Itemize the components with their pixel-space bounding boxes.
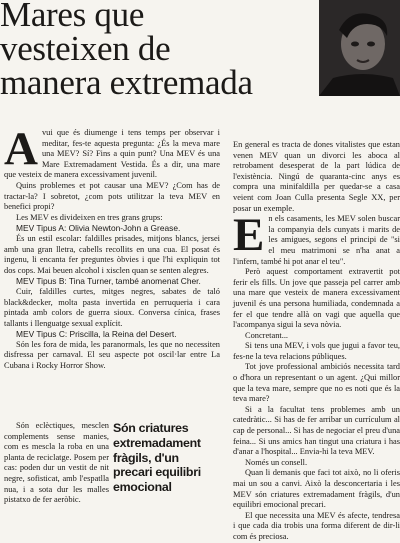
- paragraph: Cuir, faldilles curtes, mitges negres, sabates de taló black&decker, molta pasta invertida en perruqueria i cara pintada amb colors de guerra sioux. Conversa cínica, frases tallants i llenguatge sexual explícit.: [4, 286, 220, 328]
- subheading-type-b: MEV Tipus B: Tina Turner, també anomenat Cher.: [16, 276, 201, 287]
- paragraph: És un estil escolar: faldilles prisades, mitjons blancs, jersei amb una gran lletra, cabells recollits en una cua. El posat és ingenu, li encanta fer preguntes òbvies i que l'hi expliquin tot dos cops. Mai beuen alcohol i xisclen quan se senten alegres.: [4, 233, 220, 275]
- paragraph: El que necessita una MEV és afecte, tendresa i que cada dia trobis una forma diferent de dir-li com és preciosa.: [233, 510, 400, 541]
- headline: [0, 0, 300, 100]
- drop-cap-e: E: [233, 209, 265, 262]
- paragraph: Concretant...: [245, 330, 289, 340]
- column-1: [4, 123, 220, 372]
- pull-quote: Són criatures extremadament fràgils, d'un precari equilibri emocional: [113, 421, 201, 495]
- headline-line-3: manera extremada: [0, 63, 253, 102]
- paragraph: Són les fora de mida, les paranormals, les que no necessiten disfressa per carnaval. El seu aspecte pot oscil·lar entre La Cubana i Rocky Horror Show.: [4, 339, 220, 371]
- paragraph: Les MEV es divideixen en tres grans grups:: [16, 212, 163, 222]
- headline-line-2: vesteixen de: [0, 29, 171, 68]
- column-1-bottom: [4, 421, 109, 506]
- paragraph: Si tens una MEV, i vols que jugui a favor teu, fes-ne la teva relacions públiques.: [233, 341, 400, 361]
- author-portrait-image: [319, 0, 400, 96]
- paragraph: Quan li demanis que faci tot això, no li oferis mai un sou a canvi. Això la desconcertaria i les MEV són criatures extremadament fràgils, d'un equilibri emocional precari.: [233, 468, 400, 510]
- intro-paragraph: Avui que és diumenge i tens temps per observar i meditar, fes-te aquesta pregunta: ¿És la meva mare una MEV? Sí? Fins a quin punt? Una MEV és una Mare Extremadament Vestida. És a dir, una mare que vesteix de manera excessivament juvenil.: [4, 123, 220, 180]
- subheading-type-c: MEV Tipus C: Priscilla, la Reina del Desert.: [16, 329, 177, 340]
- subheading-type-a: MEV Tipus A: Olivia Newton-John a Grease.: [16, 223, 181, 234]
- paragraph: Però aquest comportament extravertit pot ferir els fills. Un jove que passeja pel carrer amb una mare que vesteix de manera excessivament juvenil és una persona humiliada, condemnada a fer el que tendre allà on vagi que aquella que l'acompanya sigui la seva nòvia.: [233, 267, 400, 330]
- dropcap-paragraph: En els casaments, les MEV solen buscar la companyia dels cunyats i marits de les amigues, segons el principi de "si el meu matrimoni se n'ha anat a l'infern, també hi pot anar el teu".: [233, 209, 400, 266]
- paragraph: Tot jove professional ambiciós necessita tard o d'hora un representant o un agent. ¿Qui millor que la teva mare, sempre que no es noti que és la teva mare?: [233, 362, 400, 404]
- paragraph: Quins problemes et pot causar una MEV? ¿Com has de tractar-la? I sobretot, ¿com pots utilitzar la teva MEV en benefici propi?: [4, 180, 220, 212]
- paragraph: Només un consell.: [245, 457, 308, 467]
- headline-line-1: Mares que: [0, 0, 145, 34]
- paragraph: En general es tracta de dones vitalistes que estan venen MEV quan un divorci les aboca al retrobament desesperat de la part lúdica de l'existència. Ningú de quaranta-cinc anys es compra una minifaldilla per quedar-se a casa veient com Joan Culla presenta Segle XX, per posar un exemple.: [233, 140, 400, 213]
- paragraph: Si a la facultat tens problemes amb un catedràtic... Si has de fer arribar un currículum al cap de personal... Si has de negociar el preu d'una feina... Si uns amics han tingut una criatura i has d'anar a l'hospital... Envia-hi la teva MEV.: [233, 404, 400, 457]
- drop-cap-a: A: [4, 123, 38, 175]
- column-2: [233, 140, 400, 543]
- author-photo: [319, 0, 400, 96]
- paragraph: Són eclèctiques, mesclen complements sense manies, com es mescla la roba en una planta de reciclatge. Posem per cas: poden dur un vestit de nit negre, sofisticat, amb l'espatlla nua, i a sota dur les malles pistatxo de fer aeròbic.: [4, 421, 109, 505]
